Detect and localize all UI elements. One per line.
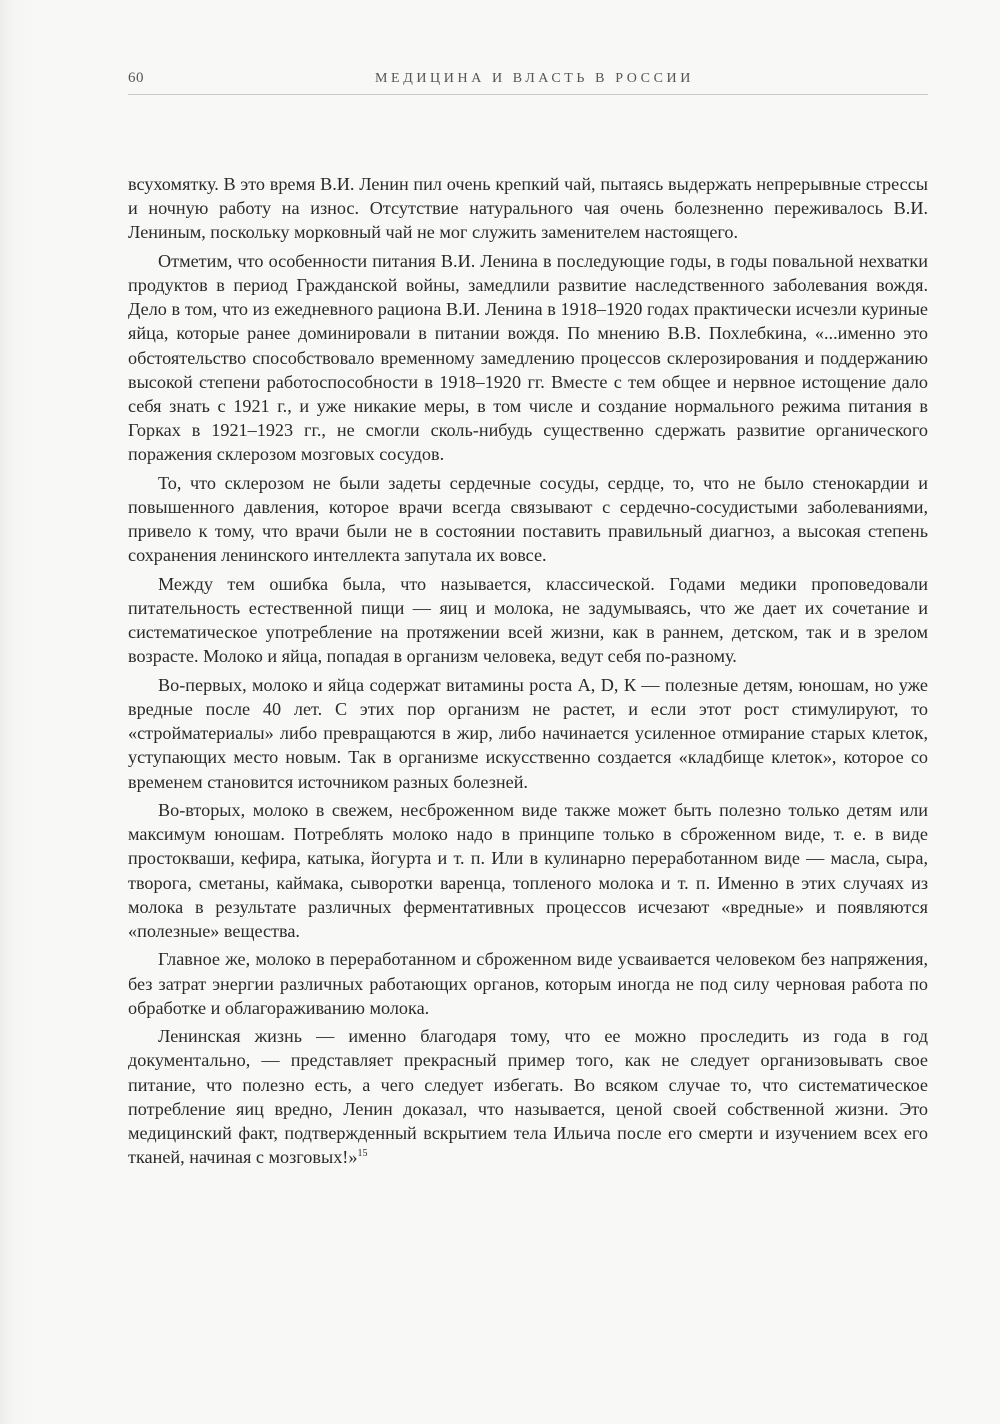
- paragraph-3: То, что склерозом не были задеты сердечные сосуды, сердце, то, что не было стенокардии и повышенного давления, которое врачи всегда связывают с сердечно-сосудистыми заболеваниями, привело к тому, что врачи были не в состоянии поставить правильный диагноз, а высокая степень сохранения ленинского интеллекта запутала их вовсе.: [128, 472, 928, 566]
- page-header: [128, 70, 928, 95]
- paragraph-8-text: Ленинская жизнь — именно благодаря тому, что ее можно проследить из года в год документально, — представляет прекрасный пример того, как не следует организовывать свое питание, что полезно есть, а чего следует избегать. Во всяком случае то, что систематическое потребление яиц вредно, Ленин доказал, что называется, ценой своей собственной жизни. Это медицинский факт, подтвержденный вскрытием тела Ильича после его смерти и изучением всех его тканей, начиная с мозговых!»: [128, 1026, 928, 1168]
- body-text: [128, 172, 928, 1174]
- paragraph-6: Во-вторых, молоко в свежем, несброженном виде также может быть полезно только детям или максимум юношам. Потреблять молоко надо в принципе только в сброженном виде, т. е. в виде простокваши, кефира, катыка, йогурта и т. п. Или в кулинарно переработанном виде — масла, сыра, творога, сметаны, каймака, сыворотки варенца, топленого молока и т. п. Именно в этих случаях из молока в результате различных ферментативных процессов исчезают «вредные» и появляются «полезные» вещества.: [128, 800, 928, 942]
- page-number: 60: [128, 70, 144, 86]
- paragraph-4: Между тем ошибка была, что называется, классической. Годами медики проповедовали питательность естественной пищи — яиц и молока, не задумываясь, что же дает их сочетание и систематическое употребление на протяжении всей жизни, как в раннем, детском, так и в зрелом возрасте. Молоко и яйца, попадая в организм человека, ведут себя по-разному.: [128, 573, 928, 667]
- paragraph-5: Во-первых, молоко и яйца содержат витамины роста A, D, К — полезные детям, юношам, но уже вредные после 40 лет. С этих пор организм не растет, и если этот рост стимулируют, то «стройматериалы» либо превращаются в жир, либо начинается усиленное отмирание старых клеток, уступающих место новым. Так в организме искусственно создается «кладбище клеток», которое со временем становится источником разных болезней.: [128, 674, 928, 792]
- running-title: МЕДИЦИНА И ВЛАСТЬ В РОССИИ: [375, 71, 694, 86]
- paragraph-1: всухомятку. В это время В.И. Ленин пил очень крепкий чай, пытаясь выдержать непрерывные стрессы и ночную работу на износ. Отсутствие натурального чая очень болезненно переживалось В.И. Лениным, поскольку морковный чай не мог служить заменителем настоящего.: [128, 174, 928, 243]
- paragraph-7: Главное же, молоко в переработанном и сброженном виде усваивается человеком без напряжения, без затрат энергии различных работающих органов, которым иногда не под силу черновая работа по обработке и облагораживанию молока.: [128, 949, 928, 1018]
- paragraph-8: [128, 1024, 928, 1169]
- paragraph-2: Отметим, что особенности питания В.И. Ленина в последующие годы, в годы повальной нехватки продуктов в период Гражданской войны, замедлили развитие наследственного заболевания вождя. Дело в том, что из ежедневного рациона В.И. Ленина в 1918–1920 годах практически исчезли куриные яйца, которые ранее доминировали в питании вождя. По мнению В.В. Похлебкина, «...именно это обстоятельство способствовало временному замедлению процессов склерозирования и поддержанию высокой степени работоспособности в 1918–1920 гг. Вместе с тем общее и нервное истощение дало себя знать с 1921 г., и уже никакие меры, в том числе и создание нормального режима питания в Горках в 1921–1923 гг., не смогли сколь-нибудь существенно сдержать развитие органического поражения склерозом мозговых сосудов.: [128, 250, 928, 465]
- footnote-reference: 15: [357, 1148, 368, 1160]
